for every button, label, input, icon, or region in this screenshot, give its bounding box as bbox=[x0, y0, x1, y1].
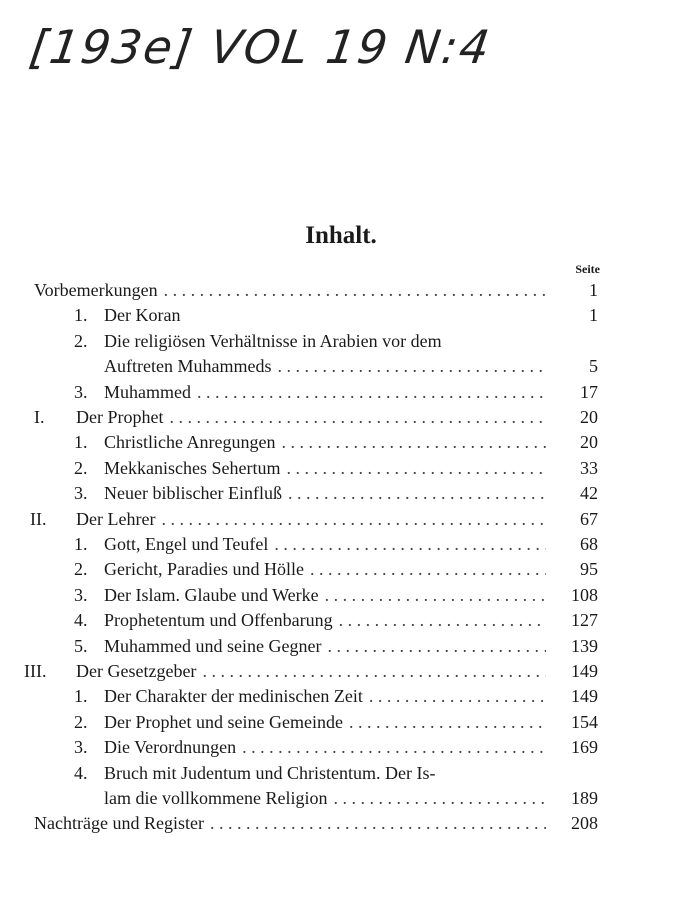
toc-entry-page: 208 bbox=[571, 813, 598, 834]
toc-entry-label: Gott, Engel und Teufel bbox=[104, 534, 269, 554]
toc-entry-number: 3. bbox=[74, 737, 88, 758]
toc-entry bbox=[104, 710, 552, 735]
toc-entry-page: 5 bbox=[589, 356, 598, 377]
toc-entry-number: 1. bbox=[74, 432, 88, 453]
toc-entry-number: 1. bbox=[74, 686, 88, 707]
dot-leader bbox=[333, 786, 546, 811]
dot-leader bbox=[197, 380, 546, 405]
toc-entry-label: Der Islam. Glaube und Werke bbox=[104, 584, 319, 605]
dot-leader bbox=[274, 532, 546, 557]
toc-entry bbox=[104, 481, 552, 506]
dot-leader bbox=[349, 710, 546, 735]
toc-entry bbox=[104, 557, 552, 582]
toc-entry-label: Christliche Anregungen bbox=[104, 432, 276, 453]
toc-entry-number: II. bbox=[30, 508, 47, 529]
toc-entry-label: Vorbemerkungen bbox=[34, 280, 158, 300]
dot-leader bbox=[210, 811, 546, 836]
toc-entry bbox=[104, 329, 600, 354]
toc-entry-number: 2. bbox=[74, 457, 88, 478]
toc-entry-page: 1 bbox=[589, 305, 598, 326]
dot-leader bbox=[327, 634, 546, 659]
toc-entry bbox=[104, 456, 552, 481]
toc-entry-number: 2. bbox=[74, 559, 88, 580]
toc-entry bbox=[104, 786, 552, 811]
toc-entry-number: 3. bbox=[74, 483, 88, 504]
toc-entry-page: 189 bbox=[571, 788, 598, 808]
page-column-header: Seite bbox=[575, 262, 600, 276]
toc-entry-page: 139 bbox=[571, 635, 598, 656]
dot-leader bbox=[164, 278, 546, 303]
toc-entry bbox=[76, 507, 552, 532]
toc-entry-number: I. bbox=[34, 407, 45, 427]
toc-entry-page: 67 bbox=[580, 508, 598, 529]
toc-entry-number: 2. bbox=[74, 711, 88, 732]
toc-entry-page: 127 bbox=[571, 610, 598, 631]
toc-entry bbox=[104, 583, 552, 608]
toc-entry-label: Die Verordnungen bbox=[104, 737, 237, 758]
handwritten-text: [193e] VOL 19 N:4 bbox=[26, 20, 495, 74]
toc-entry bbox=[104, 380, 552, 405]
dot-leader bbox=[288, 481, 546, 506]
toc-entry-label: Der Lehrer bbox=[76, 508, 156, 529]
dot-leader bbox=[369, 684, 546, 709]
toc-entry-page: 20 bbox=[580, 432, 598, 453]
toc-entry-number: 4. bbox=[74, 762, 88, 783]
toc-entry-number: 4. bbox=[74, 610, 88, 631]
toc-entry-label: Der Prophet bbox=[76, 407, 164, 427]
toc-entry bbox=[76, 659, 552, 684]
toc-entry-label: Die religiösen Verhältnisse in Arabien vor dem bbox=[104, 330, 442, 351]
toc-entry-number: 1. bbox=[74, 305, 88, 326]
toc-entry bbox=[104, 684, 552, 709]
dot-leader bbox=[169, 405, 546, 430]
toc-entry-number: 5. bbox=[74, 635, 88, 656]
page-title: Inhalt. bbox=[305, 222, 377, 249]
dot-leader bbox=[202, 659, 546, 684]
toc-entry-label: Der Gesetzgeber bbox=[76, 661, 197, 681]
toc-entry bbox=[104, 430, 552, 455]
toc-entry-label: Gericht, Paradies und Hölle bbox=[104, 559, 304, 580]
toc-entry-label: Der Prophet und seine Gemeinde bbox=[104, 711, 343, 732]
toc-entry bbox=[104, 608, 552, 633]
toc-entry-label: Neuer biblischer Einfluß bbox=[104, 483, 282, 504]
toc-entry-page: 95 bbox=[580, 559, 598, 580]
toc-entry bbox=[104, 634, 552, 659]
toc-entry bbox=[104, 303, 600, 328]
toc-entry-page: 68 bbox=[580, 534, 598, 554]
toc-entry bbox=[104, 354, 552, 379]
dot-leader bbox=[242, 735, 546, 760]
toc-entry-number: 2. bbox=[74, 330, 88, 351]
toc-entry bbox=[76, 405, 552, 430]
toc-entry-number: III. bbox=[24, 661, 47, 681]
toc-entry-label: Nachträge und Register bbox=[34, 813, 204, 834]
toc-entry-page: 33 bbox=[580, 457, 598, 478]
toc-entry-page: 169 bbox=[571, 737, 598, 758]
toc-entry-label: Der Koran bbox=[104, 305, 181, 326]
toc-entry bbox=[104, 761, 600, 786]
toc-entry-page: 149 bbox=[571, 686, 598, 707]
toc-entry-page: 154 bbox=[571, 711, 598, 732]
toc-entry-page: 108 bbox=[571, 584, 598, 605]
toc-entry bbox=[34, 811, 552, 836]
dot-leader bbox=[310, 557, 546, 582]
dot-leader bbox=[325, 583, 546, 608]
toc-entry-page: 42 bbox=[580, 483, 598, 504]
toc-entry-label: Auftreten Muhammeds bbox=[104, 356, 272, 377]
dot-leader bbox=[286, 456, 546, 481]
dot-leader bbox=[281, 430, 546, 455]
toc-entry-number: 1. bbox=[74, 534, 88, 554]
toc-entry bbox=[104, 532, 552, 557]
toc-entry bbox=[104, 735, 552, 760]
toc-entry-label: Muhammed bbox=[104, 381, 191, 402]
toc-entry-label: Bruch mit Judentum und Christentum. Der Is- bbox=[104, 762, 436, 783]
dot-leader bbox=[277, 354, 546, 379]
toc-entry-label: Prophetentum und Offenbarung bbox=[104, 610, 333, 631]
toc-entry-label: Muhammed und seine Gegner bbox=[104, 635, 322, 656]
dot-leader bbox=[161, 507, 546, 532]
toc-entry-page: 149 bbox=[571, 661, 598, 681]
dot-leader bbox=[339, 608, 546, 633]
toc-entry-label: Der Charakter der medinischen Zeit bbox=[104, 686, 363, 707]
toc-entry-page: 20 bbox=[580, 407, 598, 427]
handwritten-annotation bbox=[0, 8, 682, 88]
toc-entry-page: 1 bbox=[589, 280, 598, 300]
toc-entry-number: 3. bbox=[74, 584, 88, 605]
toc-entry-label: Mekkanisches Sehertum bbox=[104, 457, 281, 478]
toc-entry bbox=[34, 278, 552, 303]
toc-entry-number: 3. bbox=[74, 381, 88, 402]
toc-entry-page: 17 bbox=[580, 381, 598, 402]
toc-entry-label: lam die vollkommene Religion bbox=[104, 788, 328, 808]
